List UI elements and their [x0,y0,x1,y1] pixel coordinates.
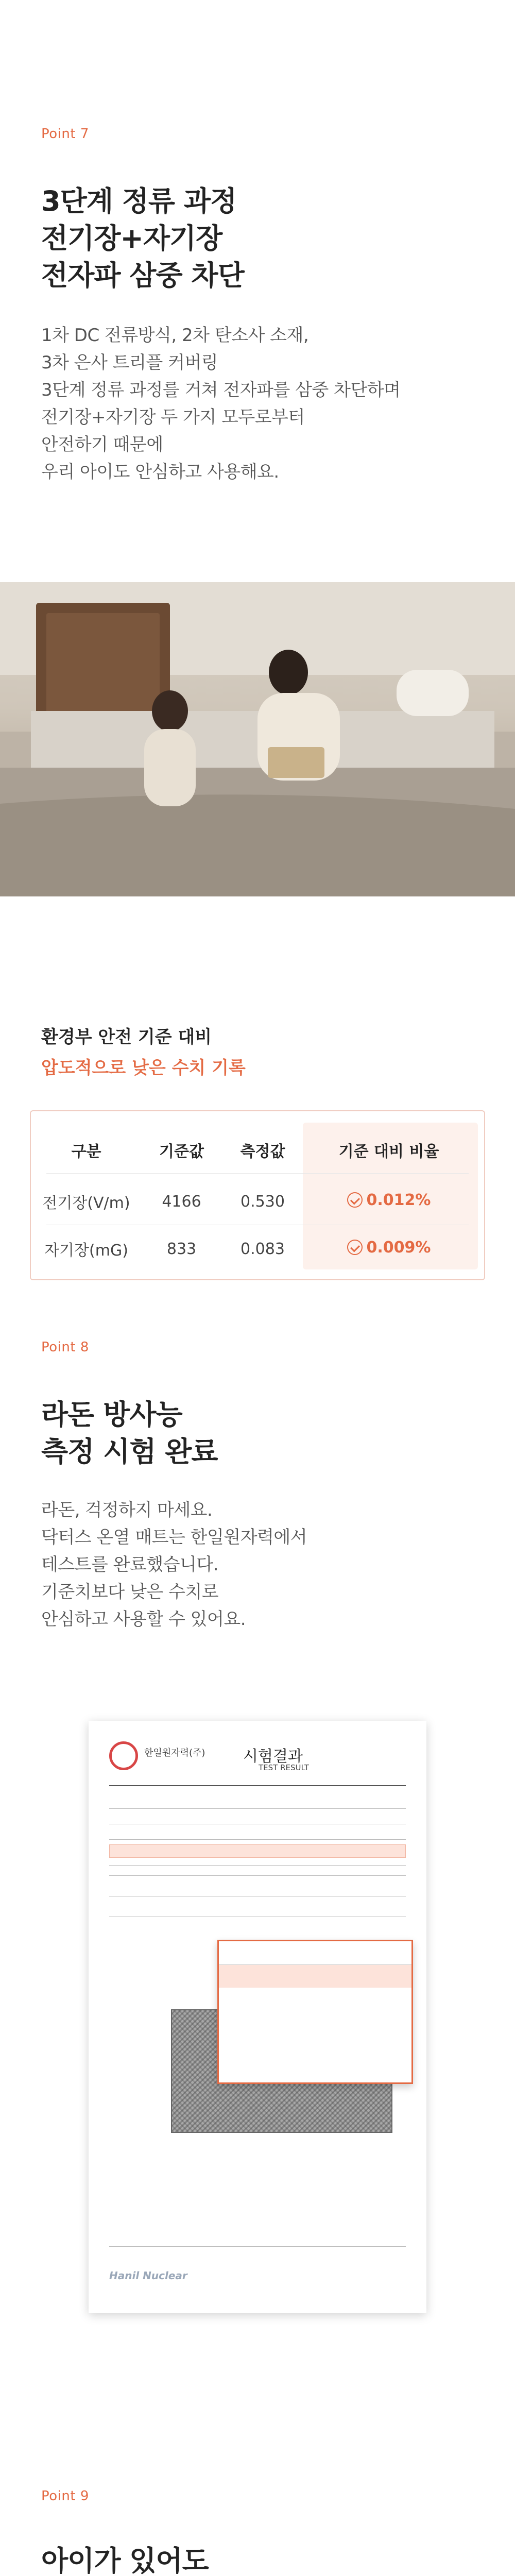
row-ratio [347,1239,431,1257]
hanil-logo-icon [109,1741,138,1770]
row-ratio-cell [304,1239,474,1260]
table-divider [46,1173,469,1174]
row-name: 전기장(V/m) [42,1194,130,1212]
certificate-rule [109,2246,406,2247]
certificate-document [89,1721,426,2313]
certificate-rule [109,1808,406,1809]
point-9-label: Point 9 [41,2488,89,2504]
zoom-highlight-row [219,1965,411,1988]
header-standard: 기준값 [159,1143,204,1161]
table-row [31,1178,484,1225]
point-7-body [41,322,401,486]
ratio-value: 0.009% [366,1238,431,1257]
certificate-org: 한일원자력(주) [144,1748,205,1758]
headline-line: 전기장+자기장 [41,222,222,255]
body-line: 라돈, 걱정하지 마세요. [41,1500,213,1520]
headline-line: 전자파 삼중 차단 [41,259,244,292]
point-9-headline [41,2543,307,2576]
headline-line: 3단계 정류 과정 [41,185,237,217]
headline-line: 라돈 방사능 [41,1398,182,1431]
point-8-body [41,1497,307,1633]
point-8-label: Point 8 [41,1340,89,1355]
check-circle-icon [347,1192,363,1208]
bedroom-photo [0,582,515,896]
table-row [31,1226,484,1272]
row-measured: 0.530 [241,1192,285,1211]
body-line: 기준치보다 낮은 수치로 [41,1582,219,1602]
certificate-rule [109,1865,406,1866]
body-line: 닥터스 온열 매트는 한일원자력에서 [41,1527,307,1548]
certificate-footer-logo: Hanil Nuclear [109,2269,187,2282]
table-header-row [31,1127,484,1173]
row-name: 자기장(mG) [44,1242,128,1260]
ratio-value: 0.012% [366,1191,431,1209]
certificate-rule [109,1875,406,1876]
certificate-rule [109,1839,406,1840]
zoom-header-row [219,1941,411,1965]
header-measured: 측정값 [240,1143,285,1161]
standards-table [30,1110,485,1280]
certificate-highlight-row [109,1844,406,1858]
headline-line: 아이가 있어도 [41,2545,209,2576]
point-8-headline [41,1396,218,1470]
point-7-headline [41,183,244,294]
bedroom-illustration [0,582,515,896]
row-standard: 833 [166,1240,197,1258]
body-line: 우리 아이도 안심하고 사용해요. [41,462,279,482]
body-line: 1차 DC 전류방식, 2차 탄소사 소재, [41,325,309,346]
body-line: 안심하고 사용할 수 있어요. [41,1609,246,1630]
standards-title: 환경부 안전 기준 대비 [41,1027,212,1047]
body-line: 테스트를 완료했습니다. [41,1554,219,1575]
certificate-title: 시험결과 [243,1748,303,1766]
certificate-rule [109,1785,406,1786]
certificate-title-en: TEST RESULT [259,1763,309,1772]
row-ratio [347,1191,431,1209]
row-ratio-cell [304,1191,474,1212]
standards-subtitle: 압도적으로 낮은 수치 기록 [41,1058,246,1078]
point-7-label: Point 7 [41,126,89,142]
check-circle-icon [347,1240,363,1255]
body-line: 3단계 정류 과정를 거쳐 전자파를 삼중 차단하며 [41,380,401,400]
row-standard: 4166 [162,1192,201,1211]
body-line: 3차 은사 트리플 커버링 [41,352,218,373]
body-line: 전기장+자기장 두 가지 모두로부터 [41,407,305,428]
header-ratio: 기준 대비 비율 [338,1143,439,1161]
row-measured: 0.083 [241,1240,285,1258]
header-category: 구분 [71,1143,101,1161]
body-line: 안전하기 때문에 [41,434,163,455]
headline-line: 측정 시험 완료 [41,1435,218,1468]
certificate-zoom-callout [217,1940,413,2084]
